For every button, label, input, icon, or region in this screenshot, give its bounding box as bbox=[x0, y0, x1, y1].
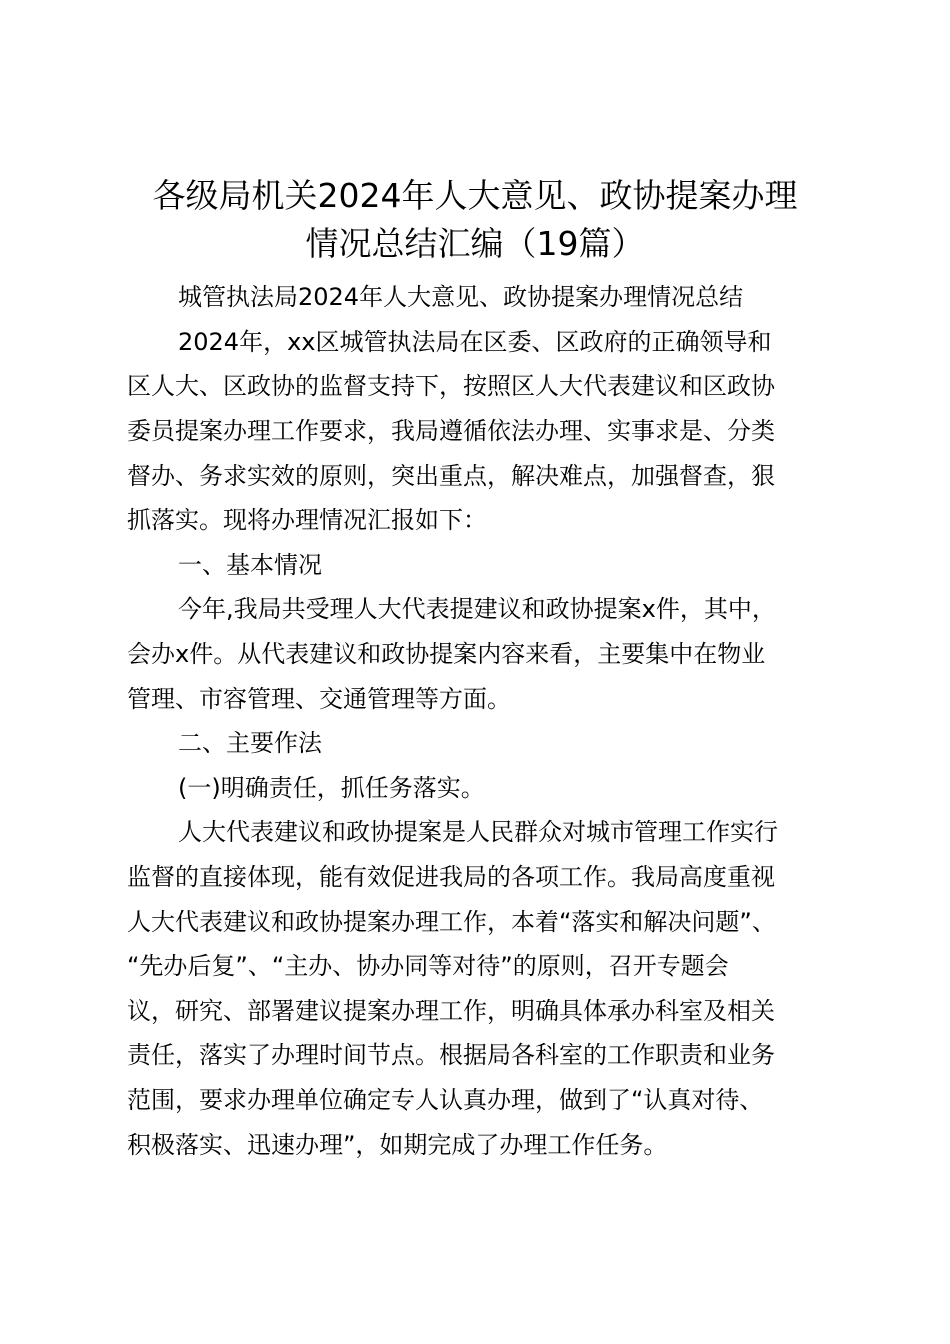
body-line: 委员提案办理工作要求，我局遵循依法办理、实事求是、分类 bbox=[127, 417, 775, 445]
section-heading: 城管执法局2024年人大意见、政协提案办理情况总结 bbox=[178, 283, 744, 311]
body-line: 抓落实。现将办理情况汇报如下： bbox=[127, 506, 487, 534]
body-line: 督办、务求实效的原则，突出重点，解决难点，加强督查，狠 bbox=[127, 462, 775, 490]
body-line: 议，研究、部署建议提案办理工作，明确具体承办科室及相关 bbox=[127, 997, 775, 1025]
body-line: “先办后复”、“主办、协办同等对待”的原则，召开专题会 bbox=[127, 952, 729, 980]
body-line: 会办x件。从代表建议和政协提案内容来看，主要集中在物业 bbox=[127, 640, 766, 668]
body-line: 人大代表建议和政协提案是人民群众对城市管理工作实行 bbox=[178, 818, 778, 846]
body-line: 管理、市容管理、交通管理等方面。 bbox=[127, 685, 511, 713]
subheading-responsibility: (一)明确责任，抓任务落实。 bbox=[178, 774, 485, 802]
body-line: 人大代表建议和政协提案办理工作，本着“落实和解决问题”、 bbox=[127, 908, 776, 936]
body-line: 区人大、区政协的监督支持下，按照区人大代表建议和区政协 bbox=[127, 372, 775, 400]
body-line: 范围，要求办理单位确定专人认真办理，做到了“认真对待、 bbox=[127, 1086, 764, 1114]
body-line: 2024年，xx区城管执法局在区委、区政府的正确领导和 bbox=[178, 328, 772, 356]
document-title-line-1: 各级局机关2024年人大意见、政协提案办理 bbox=[152, 176, 798, 215]
document-title-line-2: 情况总结汇编（19篇） bbox=[305, 224, 645, 263]
heading-main-practices: 二、主要作法 bbox=[178, 729, 322, 757]
body-line: 责任，落实了办理时间节点。根据局各科室的工作职责和业务 bbox=[127, 1041, 775, 1069]
heading-basic-situation: 一、基本情况 bbox=[178, 551, 322, 579]
body-line: 监督的直接体现，能有效促进我局的各项工作。我局高度重视 bbox=[127, 863, 775, 891]
body-line: 积极落实、迅速办理”，如期完成了办理工作任务。 bbox=[127, 1131, 668, 1159]
body-line: 今年,我局共受理人大代表提建议和政协提案x件，其中， bbox=[178, 595, 776, 623]
